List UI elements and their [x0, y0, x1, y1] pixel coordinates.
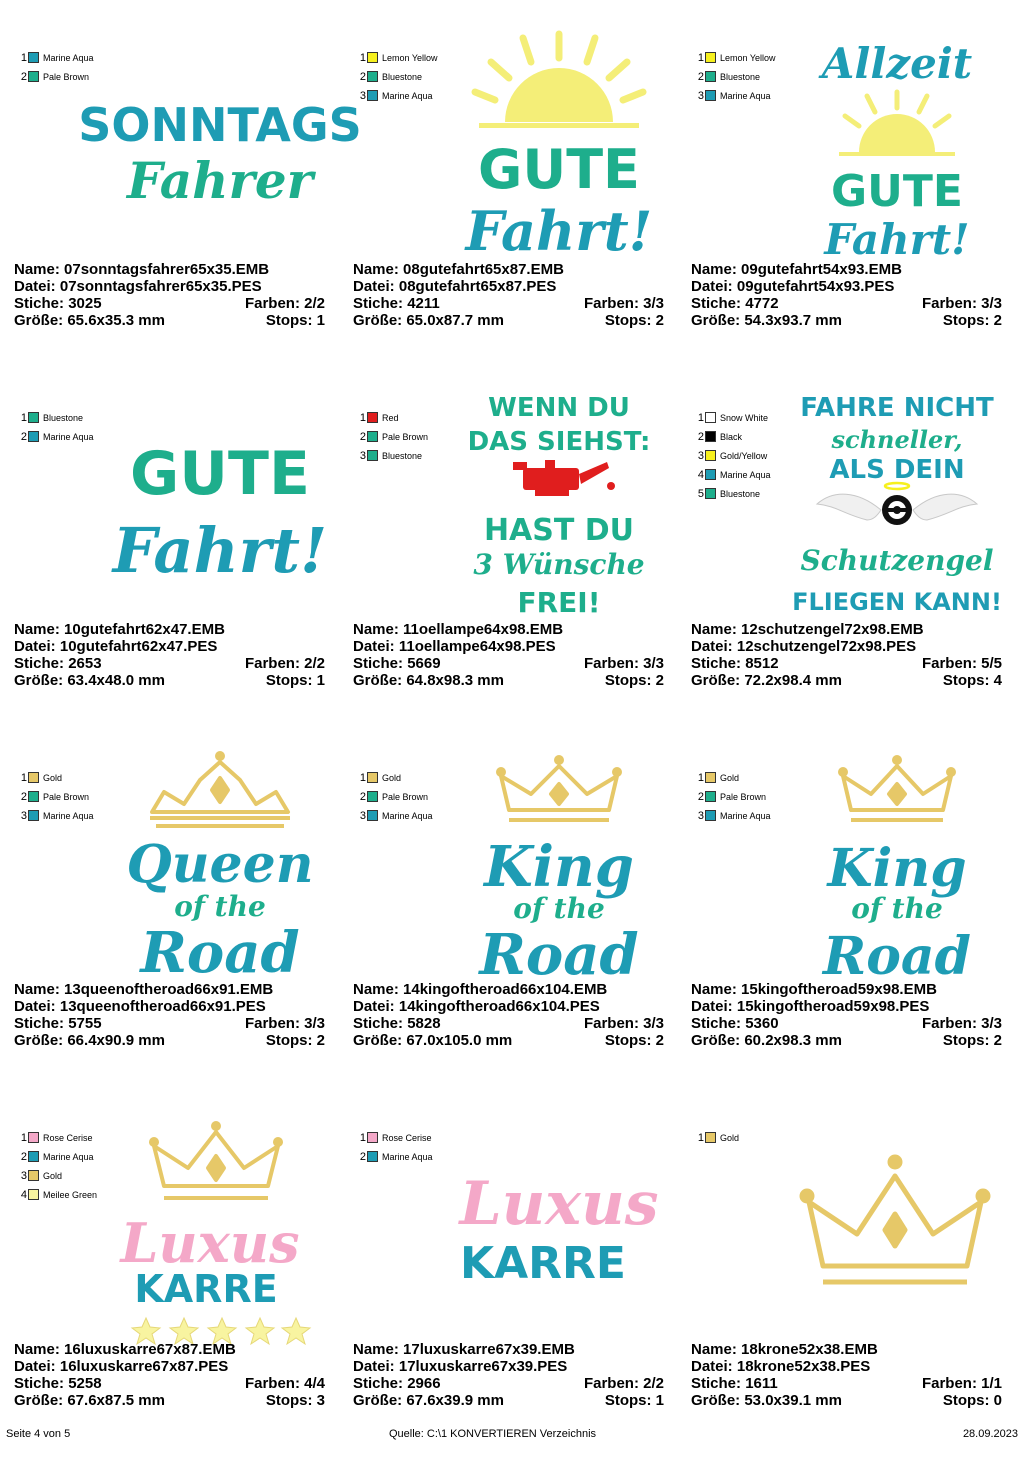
color-entry: 1 Gold [697, 1131, 740, 1144]
stop-count: 0 [993, 1392, 1002, 1409]
crown-icon [151, 1123, 281, 1198]
color-swatch [367, 431, 378, 442]
stop-count: 2 [316, 1032, 325, 1049]
design-size: 67.0x105.0 mm [406, 1032, 513, 1049]
design-file: 07sonntagsfahrer65x35.PES [59, 278, 262, 295]
stop-count: 2 [655, 1032, 664, 1049]
color-swatch [705, 810, 716, 821]
color-entry: 1 Rose Cerise [20, 1131, 93, 1144]
color-count: 3/3 [981, 295, 1002, 312]
color-entry: 2 Marine Aqua [359, 1150, 433, 1163]
design-info: Name: 13queenoftheroad66x91.EMB Datei: 13queenoftheroad66x91.PES Stiche: 5755 Farben: 3/3 Größe: 66.4x90.9 mm Stops: 2 [14, 981, 325, 1049]
color-swatch [28, 1132, 39, 1143]
design-card-17 [339, 1100, 677, 1460]
color-palette [357, 408, 428, 465]
color-swatch [705, 772, 716, 783]
color-entry: 2 Bluestone [359, 70, 423, 83]
color-entry: 3 Bluestone [359, 449, 423, 462]
embroidery-preview [777, 1106, 1009, 1340]
color-swatch [705, 488, 716, 499]
art-text: Queen [126, 834, 314, 895]
color-entry: 1 Gold [20, 771, 63, 784]
color-palette [18, 408, 94, 446]
art-text: ALS DEIN [829, 455, 965, 485]
color-swatch [705, 431, 716, 442]
angel-wheel-icon [817, 483, 977, 525]
color-count: 2/2 [643, 1375, 664, 1392]
design-card-13 [0, 740, 338, 1100]
art-text: Allzeit [821, 39, 973, 88]
color-swatch [705, 52, 716, 63]
color-entry: 4 Meilee Green [20, 1188, 98, 1201]
page-number: Seite 4 von 5 [6, 1428, 71, 1440]
stop-count: 1 [316, 312, 325, 329]
color-swatch [367, 810, 378, 821]
color-entry: 2 Pale Brown [697, 790, 767, 803]
stitch-count: 5669 [407, 655, 441, 672]
stop-count: 2 [993, 312, 1002, 329]
color-entry: 2 Black [697, 430, 743, 443]
color-entry: 2 Marine Aqua [20, 1150, 94, 1163]
embroidery-preview [100, 386, 332, 620]
art-text: GUTE [831, 166, 963, 217]
stitch-count: 5828 [407, 1015, 441, 1032]
art-text: Luxus [459, 1169, 659, 1239]
color-swatch [28, 71, 39, 82]
color-swatch [28, 1151, 39, 1162]
color-entry: 1 Lemon Yellow [359, 51, 438, 64]
color-swatch [367, 450, 378, 461]
design-size: 66.4x90.9 mm [67, 1032, 165, 1049]
color-swatch [705, 412, 716, 423]
art-text: Fahrer [126, 151, 314, 210]
color-entry: 3 Gold [20, 1169, 63, 1182]
crown-icon [498, 757, 620, 820]
color-swatch [28, 810, 39, 821]
design-info: Name: 18krone52x38.EMB Datei: 18krone52x38.PES Stiche: 1611 Farben: 1/1 Größe: 53.0x39.1 mm Stops: 0 [691, 1341, 1002, 1409]
color-swatch [367, 1132, 378, 1143]
art-text: 3 Wünsche [473, 548, 645, 581]
color-entry: 3 Marine Aqua [697, 89, 771, 102]
stop-count: 1 [316, 672, 325, 689]
art-text: GUTE [130, 439, 310, 509]
design-file: 12schutzengel72x98.PES [736, 638, 917, 655]
stitch-count: 4211 [407, 295, 440, 312]
tiara-icon [150, 753, 290, 826]
design-card-18 [677, 1100, 1015, 1460]
color-palette [357, 48, 438, 105]
art-text: Fahrt! [112, 514, 328, 587]
design-size: 72.2x98.4 mm [744, 672, 842, 689]
embroidery-preview [78, 26, 362, 260]
stitch-count: 5258 [68, 1375, 102, 1392]
design-file: 11oellampe64x98.PES [398, 638, 556, 655]
embroidery-preview [439, 386, 671, 620]
color-swatch [367, 52, 378, 63]
design-card-07 [0, 20, 362, 380]
color-count: 2/2 [304, 655, 325, 672]
design-info: Name: 17luxuskarre67x39.EMB Datei: 17luxuskarre67x39.PES Stiche: 2966 Farben: 2/2 Größe: 67.6x39.9 mm Stops: 1 [353, 1341, 664, 1409]
color-count: 1/1 [981, 1375, 1002, 1392]
design-name: 10gutefahrt62x47.EMB [64, 621, 225, 638]
color-swatch [705, 791, 716, 802]
color-entry: 1 Snow White [697, 411, 769, 424]
art-text: Fahrt! [824, 215, 970, 264]
color-count: 3/3 [643, 1015, 664, 1032]
design-name: 12schutzengel72x98.EMB [741, 621, 924, 638]
design-size: 60.2x98.3 mm [744, 1032, 842, 1049]
design-card-10 [0, 380, 338, 740]
stitch-count: 4772 [745, 295, 779, 312]
stitch-count: 5360 [745, 1015, 779, 1032]
color-swatch [367, 1151, 378, 1162]
design-file: 15kingoftheroad59x98.PES [736, 998, 930, 1015]
color-swatch [367, 772, 378, 783]
embroidery-preview [439, 1106, 671, 1340]
design-size: 63.4x48.0 mm [67, 672, 165, 689]
color-entry: 3 Marine Aqua [20, 809, 94, 822]
design-size: 54.3x93.7 mm [744, 312, 842, 329]
color-swatch [28, 772, 39, 783]
art-text: FAHRE NICHT [800, 393, 994, 423]
art-text: Fahrt! [465, 199, 653, 263]
stop-count: 2 [993, 1032, 1002, 1049]
color-palette [18, 48, 94, 86]
stop-count: 3 [316, 1392, 325, 1409]
art-text: schneller, [831, 425, 963, 454]
color-entry: 3 Marine Aqua [697, 809, 771, 822]
art-text: SONNTAGS [78, 98, 362, 152]
color-entry: 1 Lemon Yellow [697, 51, 776, 64]
color-swatch [28, 1170, 39, 1181]
stitch-count: 2966 [407, 1375, 441, 1392]
design-file: 08gutefahrt65x87.PES [398, 278, 557, 295]
color-count: 4/4 [304, 1375, 325, 1392]
design-card-14 [339, 740, 677, 1100]
art-text: Road [823, 926, 971, 987]
stitch-count: 2653 [68, 655, 102, 672]
design-file: 14kingoftheroad66x104.PES [398, 998, 600, 1015]
art-text: of the [851, 892, 943, 925]
color-entry: 2 Pale Brown [20, 70, 90, 83]
color-swatch [705, 1132, 716, 1143]
design-card-09 [677, 20, 1015, 380]
embroidery-preview [100, 746, 332, 986]
design-name: 15kingoftheroad59x98.EMB [741, 981, 937, 998]
color-swatch [367, 71, 378, 82]
design-info: Name: 11oellampe64x98.EMB Datei: 11oellampe64x98.PES Stiche: 5669 Farben: 3/3 Größe: 64.8x98.3 mm Stops: 2 [353, 621, 664, 689]
art-text: HAST DU [483, 513, 635, 548]
crown-icon [840, 757, 954, 820]
color-palette [695, 48, 776, 105]
stop-count: 4 [993, 672, 1002, 689]
color-count: 2/2 [304, 295, 325, 312]
sun-icon [839, 92, 955, 156]
design-info: Name: 10gutefahrt62x47.EMB Datei: 10gutefahrt62x47.PES Stiche: 2653 Farben: 2/2 Größe: 63.4x48.0 mm Stops: 1 [14, 621, 325, 689]
stitch-count: 3025 [68, 295, 102, 312]
embroidery-preview [439, 26, 671, 263]
color-swatch [705, 469, 716, 480]
design-card-16 [0, 1100, 338, 1460]
embroidery-preview [439, 746, 671, 988]
design-info: Name: 09gutefahrt54x93.EMB Datei: 09gutefahrt54x93.PES Stiche: 4772 Farben: 3/3 Größe: 54.3x93.7 mm Stops: 2 [691, 261, 1002, 329]
color-entry: 2 Bluestone [697, 70, 761, 83]
design-name: 18krone52x38.EMB [741, 1341, 878, 1358]
embroidery-preview [777, 746, 1009, 987]
color-swatch [28, 791, 39, 802]
color-swatch [28, 1189, 39, 1200]
color-swatch [28, 431, 39, 442]
color-swatch [705, 450, 716, 461]
stitch-count: 5755 [68, 1015, 102, 1032]
color-palette [357, 768, 433, 825]
source-path: Quelle: C:\1 KONVERTIEREN Verzeichnis [389, 1428, 597, 1440]
design-card-15 [677, 740, 1015, 1100]
color-swatch [705, 90, 716, 101]
art-text: FREI! [517, 586, 601, 619]
art-text: King [484, 834, 634, 900]
embroidery-preview [777, 386, 1009, 620]
design-name: 17luxuskarre67x39.EMB [403, 1341, 575, 1358]
color-entry: 1 Rose Cerise [359, 1131, 432, 1144]
design-info: Name: 08gutefahrt65x87.EMB Datei: 08gutefahrt65x87.PES Stiche: 4211 Farben: 3/3 Größe: 65.0x87.7 mm Stops: 2 [353, 261, 664, 329]
design-size: 65.6x35.3 mm [67, 312, 165, 329]
design-card-12 [677, 380, 1015, 740]
art-text: Luxus [120, 1211, 300, 1275]
design-file: 16luxuskarre67x87.PES [59, 1358, 229, 1375]
design-size: 65.0x87.7 mm [406, 312, 504, 329]
design-name: 13queenoftheroad66x91.EMB [64, 981, 274, 998]
art-text: GUTE [478, 138, 640, 201]
stop-count: 2 [655, 672, 664, 689]
color-count: 3/3 [643, 655, 664, 672]
art-text: Road [140, 920, 300, 986]
design-file: 13queenoftheroad66x91.PES [59, 998, 266, 1015]
color-palette [695, 1128, 739, 1147]
design-size: 64.8x98.3 mm [406, 672, 504, 689]
design-size: 67.6x39.9 mm [406, 1392, 504, 1409]
color-palette [18, 1128, 97, 1204]
color-entry: 3 Marine Aqua [359, 89, 433, 102]
color-count: 3/3 [643, 295, 664, 312]
color-count: 3/3 [304, 1015, 325, 1032]
sun-icon [475, 34, 643, 128]
design-info: Name: 07sonntagsfahrer65x35.EMB Datei: 07sonntagsfahrer65x35.PES Stiche: 3025 Farben: 2/2 Größe: 65.6x35.3 mm Stops: 1 [14, 261, 325, 329]
color-entry: 1 Gold [697, 771, 740, 784]
art-text: WENN DU [488, 393, 630, 423]
art-text: King [827, 838, 967, 899]
design-name: 07sonntagsfahrer65x35.EMB [64, 261, 270, 278]
art-text: Schutzengel [800, 544, 994, 577]
color-palette [357, 1128, 433, 1166]
color-swatch [367, 90, 378, 101]
color-entry: 1 Red [359, 411, 399, 424]
stop-count: 1 [655, 1392, 664, 1409]
design-name: 08gutefahrt65x87.EMB [403, 261, 564, 278]
design-name: 09gutefahrt54x93.EMB [741, 261, 902, 278]
art-text: DAS SIEHST: [467, 427, 651, 457]
design-file: 18krone52x38.PES [736, 1358, 871, 1375]
color-entry: 4 Marine Aqua [697, 468, 771, 481]
stop-count: 2 [655, 312, 664, 329]
design-card-11 [339, 380, 677, 740]
color-entry: 2 Pale Brown [359, 430, 429, 443]
art-text: Road [479, 922, 639, 988]
color-entry: 1 Gold [359, 771, 402, 784]
color-entry: 3 Gold/Yellow [697, 449, 768, 462]
art-text: KARRE [134, 1267, 278, 1311]
color-entry: 5 Bluestone [697, 487, 761, 500]
crown-icon [802, 1157, 988, 1282]
color-swatch [705, 71, 716, 82]
color-entry: 2 Marine Aqua [20, 430, 94, 443]
color-swatch [28, 52, 39, 63]
design-name: 14kingoftheroad66x104.EMB [403, 981, 608, 998]
color-count: 5/5 [981, 655, 1002, 672]
color-count: 3/3 [981, 1015, 1002, 1032]
stitch-count: 1611 [745, 1375, 778, 1392]
color-swatch [367, 791, 378, 802]
color-palette [18, 768, 94, 825]
design-info: Name: 16luxuskarre67x87.EMB Datei: 16luxuskarre67x87.PES Stiche: 5258 Farben: 4/4 Größe: 67.6x87.5 mm Stops: 3 [14, 1341, 325, 1409]
color-swatch [367, 412, 378, 423]
embroidery-preview [100, 1106, 332, 1340]
color-entry: 2 Pale Brown [359, 790, 429, 803]
color-swatch [28, 412, 39, 423]
art-text: FLIEGEN KANN! [792, 588, 1002, 616]
art-text: of the [174, 890, 266, 923]
color-entry: 1 Marine Aqua [20, 51, 94, 64]
design-size: 53.0x39.1 mm [744, 1392, 842, 1409]
design-file: 09gutefahrt54x93.PES [736, 278, 895, 295]
design-card-08 [339, 20, 677, 380]
color-entry: 3 Marine Aqua [359, 809, 433, 822]
oil-can-icon [513, 460, 615, 496]
design-info: Name: 12schutzengel72x98.EMB Datei: 12schutzengel72x98.PES Stiche: 8512 Farben: 5/5 Größe: 72.2x98.4 mm Stops: 4 [691, 621, 1002, 689]
embroidery-preview [777, 26, 1009, 264]
design-file: 17luxuskarre67x39.PES [398, 1358, 568, 1375]
stitch-count: 8512 [745, 655, 779, 672]
color-entry: 1 Bluestone [20, 411, 84, 424]
design-name: 11oellampe64x98.EMB [403, 621, 564, 638]
design-info: Name: 14kingoftheroad66x104.EMB Datei: 14kingoftheroad66x104.PES Stiche: 5828 Farben: 3/3 Größe: 67.0x105.0 mm Stops: 2 [353, 981, 664, 1049]
color-palette [695, 408, 771, 503]
color-palette [695, 768, 771, 825]
design-size: 67.6x87.5 mm [67, 1392, 165, 1409]
design-info: Name: 15kingoftheroad59x98.EMB Datei: 15kingoftheroad59x98.PES Stiche: 5360 Farben: 3/3 Größe: 60.2x98.3 mm Stops: 2 [691, 981, 1002, 1049]
design-name: 16luxuskarre67x87.EMB [64, 1341, 236, 1358]
print-date: 28.09.2023 [962, 1428, 1018, 1440]
art-text: of the [513, 892, 605, 925]
color-entry: 2 Pale Brown [20, 790, 90, 803]
design-file: 10gutefahrt62x47.PES [59, 638, 218, 655]
art-text: KARRE [460, 1238, 626, 1289]
